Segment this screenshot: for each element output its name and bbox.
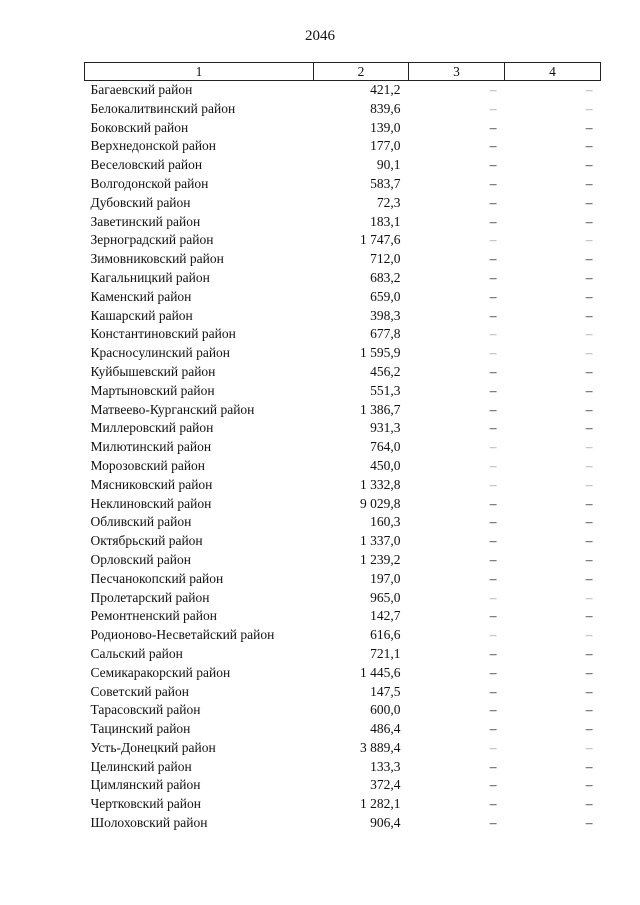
value-cell: 9 029,8: [360, 495, 401, 511]
table-row: [85, 701, 601, 720]
district-name-cell: Обливский район: [90, 514, 192, 530]
column-4-cell: –: [585, 608, 593, 624]
table-row: [85, 231, 601, 250]
table-row: [85, 664, 601, 683]
column-4-cell: –: [585, 326, 593, 342]
value-cell: 160,3: [370, 514, 401, 530]
value-cell: 72,3: [376, 194, 401, 210]
table-row: [85, 532, 601, 551]
column-4-cell: –: [585, 420, 593, 436]
column-3-cell: –: [489, 138, 497, 154]
table-row: [85, 100, 601, 119]
value-cell: 398,3: [370, 307, 401, 323]
value-cell: 906,4: [370, 815, 401, 831]
value-cell: 1 282,1: [360, 796, 401, 812]
table-row: [85, 175, 601, 194]
district-name-cell: Куйбышевский район: [90, 363, 216, 379]
value-cell: 486,4: [370, 721, 401, 737]
table-row: [85, 570, 601, 589]
district-name-cell: Цимлянский район: [90, 777, 201, 793]
district-name-cell: Ремонтненский район: [90, 608, 217, 624]
column-4-cell: –: [585, 345, 593, 361]
value-cell: 931,3: [370, 420, 401, 436]
table-row: [85, 739, 601, 758]
column-4-cell: –: [585, 721, 593, 737]
column-4-cell: –: [585, 758, 593, 774]
value-cell: 1 239,2: [360, 551, 401, 567]
column-4-cell: –: [585, 514, 593, 530]
column-4-cell: –: [585, 157, 593, 173]
column-4-cell: –: [585, 138, 593, 154]
value-cell: 659,0: [370, 288, 401, 304]
district-name-cell: Волгодонской район: [90, 175, 209, 191]
column-4-cell: –: [585, 175, 593, 191]
table-row: [85, 119, 601, 138]
value-cell: 1 445,6: [360, 664, 401, 680]
column-header-4: 4: [505, 63, 601, 81]
district-name-cell: Милютинский район: [90, 439, 212, 455]
table-row: [85, 307, 601, 326]
table-row: [85, 683, 601, 702]
value-cell: 616,6: [370, 627, 401, 643]
column-4-cell: –: [585, 82, 593, 97]
column-3-cell: –: [489, 251, 497, 267]
district-name-cell: Тацинский район: [90, 721, 191, 737]
column-4-cell: –: [585, 533, 593, 549]
column-4-cell: –: [585, 570, 593, 586]
value-cell: 90,1: [376, 157, 401, 173]
value-cell: 133,3: [370, 758, 401, 774]
column-4-cell: –: [585, 363, 593, 379]
district-name-cell: Мартыновский район: [90, 382, 215, 398]
column-4-cell: –: [585, 382, 593, 398]
table-row: [85, 795, 601, 814]
district-name-cell: Константиновский район: [90, 326, 236, 342]
column-3-cell: –: [489, 645, 497, 661]
column-3-cell: –: [489, 796, 497, 812]
value-cell: 142,7: [370, 608, 401, 624]
column-3-cell: –: [489, 157, 497, 173]
column-4-cell: –: [585, 213, 593, 229]
column-4-cell: –: [585, 119, 593, 135]
column-4-cell: –: [585, 815, 593, 831]
page-number: 2046: [305, 28, 335, 44]
value-cell: 1 386,7: [360, 401, 401, 417]
column-3-cell: –: [489, 739, 497, 755]
value-cell: 712,0: [370, 251, 401, 267]
district-name-cell: Багаевский район: [90, 82, 193, 97]
table-row: [85, 363, 601, 382]
column-4-cell: –: [585, 645, 593, 661]
value-cell: 3 889,4: [360, 739, 401, 755]
column-3-cell: –: [489, 608, 497, 624]
value-cell: 600,0: [370, 702, 401, 718]
value-cell: 147,5: [370, 683, 401, 699]
column-4-cell: –: [585, 439, 593, 455]
district-name-cell: Дубовский район: [90, 194, 191, 210]
district-name-cell: Кагальницкий район: [90, 269, 210, 285]
district-name-cell: Матвеево-Курганский район: [90, 401, 255, 417]
table-row: [85, 776, 601, 795]
column-3-cell: –: [489, 363, 497, 379]
column-4-cell: –: [585, 288, 593, 304]
value-cell: 677,8: [370, 326, 401, 342]
district-name-cell: Зимовниковский район: [90, 251, 224, 267]
district-name-cell: Кашарский район: [90, 307, 193, 323]
column-3-cell: –: [489, 439, 497, 455]
column-3-cell: –: [489, 288, 497, 304]
district-name-cell: Сальский район: [90, 645, 183, 661]
column-3-cell: –: [489, 457, 497, 473]
table-row: [85, 213, 601, 232]
value-cell: 551,3: [370, 382, 401, 398]
column-4-cell: –: [585, 269, 593, 285]
column-4-cell: –: [585, 664, 593, 680]
value-cell: 1 337,0: [360, 533, 401, 549]
column-4-cell: –: [585, 194, 593, 210]
column-3-cell: –: [489, 495, 497, 511]
district-name-cell: Советский район: [90, 683, 189, 699]
column-4-cell: –: [585, 476, 593, 492]
table-row: [85, 194, 601, 213]
column-3-cell: –: [489, 702, 497, 718]
column-3-cell: –: [489, 815, 497, 831]
district-name-cell: Семикаракорский район: [90, 664, 231, 680]
table-row: [85, 607, 601, 626]
column-3-cell: –: [489, 382, 497, 398]
district-name-cell: Верхнедонской район: [90, 138, 217, 154]
value-cell: 197,0: [370, 570, 401, 586]
column-header-1: 1: [85, 63, 314, 81]
table-row: [85, 645, 601, 664]
district-name-cell: Пролетарский район: [90, 589, 210, 605]
column-4-cell: –: [585, 739, 593, 755]
table-row: [85, 250, 601, 269]
column-3-cell: –: [489, 589, 497, 605]
table-row: [85, 495, 601, 514]
table-row: [85, 814, 601, 833]
column-3-cell: –: [489, 175, 497, 191]
value-cell: 456,2: [370, 363, 401, 379]
table-row: [85, 156, 601, 175]
value-cell: 139,0: [370, 119, 401, 135]
table-row: [85, 457, 601, 476]
value-cell: 764,0: [370, 439, 401, 455]
column-header-3: 3: [409, 63, 505, 81]
column-3-cell: –: [489, 570, 497, 586]
table-row: [85, 269, 601, 288]
column-4-cell: –: [585, 401, 593, 417]
column-3-cell: –: [489, 721, 497, 737]
value-cell: 583,7: [370, 175, 401, 191]
district-name-cell: Заветинский район: [90, 213, 201, 229]
table-row: [85, 419, 601, 438]
column-3-cell: –: [489, 758, 497, 774]
district-name-cell: Зерноградский район: [90, 232, 214, 248]
table-row: [85, 476, 601, 495]
column-4-cell: –: [585, 495, 593, 511]
district-name-cell: Красносулинский район: [90, 345, 231, 361]
column-3-cell: –: [489, 514, 497, 530]
column-3-cell: –: [489, 326, 497, 342]
value-cell: 683,2: [370, 269, 401, 285]
column-header-2: 2: [314, 63, 409, 81]
district-table: [84, 62, 601, 833]
value-cell: 965,0: [370, 589, 401, 605]
district-name-cell: Мясниковский район: [90, 476, 213, 492]
district-name-cell: Песчанокопский район: [90, 570, 224, 586]
column-3-cell: –: [489, 232, 497, 248]
column-3-cell: –: [489, 100, 497, 116]
district-name-cell: Миллеровский район: [90, 420, 214, 436]
district-name-cell: Целинский район: [90, 758, 192, 774]
column-3-cell: –: [489, 194, 497, 210]
table-row: [85, 720, 601, 739]
district-name-cell: Тарасовский район: [90, 702, 201, 718]
district-name-cell: Белокалитвинский район: [90, 100, 236, 116]
column-3-cell: –: [489, 551, 497, 567]
column-4-cell: –: [585, 627, 593, 643]
value-cell: 450,0: [370, 457, 401, 473]
column-3-cell: –: [489, 420, 497, 436]
district-name-cell: Боковский район: [90, 119, 189, 135]
column-3-cell: –: [489, 401, 497, 417]
value-cell: 839,6: [370, 100, 401, 116]
table-row: [85, 137, 601, 156]
district-name-cell: Каменский район: [90, 288, 192, 304]
column-4-cell: –: [585, 251, 593, 267]
value-cell: 183,1: [370, 213, 401, 229]
table-row: [85, 401, 601, 420]
table-row: [85, 513, 601, 532]
table-row: [85, 438, 601, 457]
column-4-cell: –: [585, 702, 593, 718]
column-3-cell: –: [489, 683, 497, 699]
column-4-cell: –: [585, 232, 593, 248]
value-cell: 177,0: [370, 138, 401, 154]
column-3-cell: –: [489, 119, 497, 135]
column-3-cell: –: [489, 533, 497, 549]
table-row: [85, 344, 601, 363]
column-3-cell: –: [489, 213, 497, 229]
column-4-cell: –: [585, 457, 593, 473]
district-name-cell: Веселовский район: [90, 157, 203, 173]
value-cell: 421,2: [370, 82, 401, 97]
district-name-cell: Шолоховский район: [90, 815, 208, 831]
table-row: [85, 81, 601, 100]
column-4-cell: –: [585, 551, 593, 567]
column-4-cell: –: [585, 307, 593, 323]
column-4-cell: –: [585, 777, 593, 793]
table-row: [85, 626, 601, 645]
column-3-cell: –: [489, 82, 497, 97]
table-row: [85, 758, 601, 777]
column-3-cell: –: [489, 307, 497, 323]
value-cell: 372,4: [370, 777, 401, 793]
column-3-cell: –: [489, 345, 497, 361]
value-cell: 721,1: [370, 645, 401, 661]
column-4-cell: –: [585, 683, 593, 699]
table-header: [85, 63, 601, 81]
column-4-cell: –: [585, 796, 593, 812]
district-name-cell: Усть-Донецкий район: [90, 739, 216, 755]
table-row: [85, 551, 601, 570]
column-3-cell: –: [489, 777, 497, 793]
column-4-cell: –: [585, 100, 593, 116]
district-name-cell: Неклиновский район: [90, 495, 212, 511]
column-4-cell: –: [585, 589, 593, 605]
column-3-cell: –: [489, 269, 497, 285]
table-row: [85, 288, 601, 307]
table-body: [85, 81, 601, 833]
district-name-cell: Родионово-Несветайский район: [90, 627, 275, 643]
table-row: [85, 589, 601, 608]
district-name-cell: Чертковский район: [90, 796, 201, 812]
value-cell: 1 332,8: [360, 476, 401, 492]
district-name-cell: Морозовский район: [90, 457, 206, 473]
district-name-cell: Орловский район: [90, 551, 191, 567]
district-name-cell: Октябрьский район: [90, 533, 203, 549]
column-3-cell: –: [489, 664, 497, 680]
column-3-cell: –: [489, 627, 497, 643]
column-3-cell: –: [489, 476, 497, 492]
value-cell: 1 747,6: [360, 232, 401, 248]
table-row: [85, 325, 601, 344]
table-row: [85, 382, 601, 401]
value-cell: 1 595,9: [360, 345, 401, 361]
